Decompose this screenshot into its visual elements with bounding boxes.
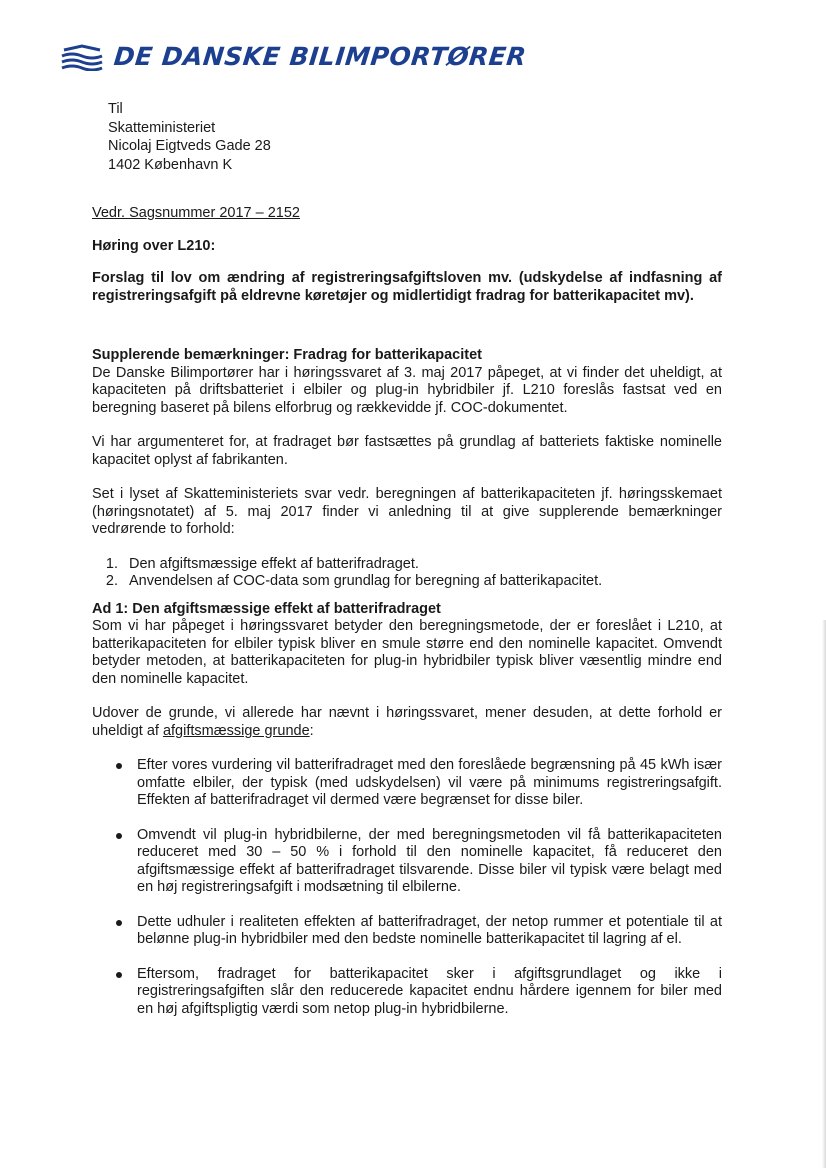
underlined-phrase: afgiftsmæssige grunde xyxy=(162,722,310,739)
supplement-heading: Supplerende bemærkninger: Fradrag for batterikapacitet xyxy=(92,347,482,363)
list-item xyxy=(92,914,722,949)
list-item: 1. Den afgiftsmæssige effekt af batterifradraget. xyxy=(122,556,722,574)
paragraph-text: Udover de grunde, vi allerede har nævnt i høringssvaret, mener desuden, at dette forhold er uheldigt af xyxy=(92,705,722,739)
paragraph-text: : xyxy=(309,722,314,739)
bullet-icon xyxy=(116,920,122,926)
list-item xyxy=(92,757,722,810)
paragraph xyxy=(92,705,722,740)
bullet-text: Dette udhuler i realiteten effekten af batterifradraget, der netop rummer et potentiale til at belønne plug-in hybridbiler med den bedste nominelle batterikapacitet til lagring af el. xyxy=(137,913,722,947)
letter-body xyxy=(92,205,722,1035)
waves-logo-icon xyxy=(60,43,104,71)
topics-list xyxy=(92,556,722,591)
bullet-text: Eftersom, fradraget for batterikapacitet sker i afgiftsgrundlaget og ikke i registreringsafgiften slår den reducerede kapacitet endnu hårdere igennem for biler med en høj afgiftspligtig værdi som netop plug-in hybridbilerne. xyxy=(137,965,722,1017)
paragraph: Vi har argumenteret for, at fradraget bør fastsættes på grundlag af batteriets faktiske nominelle kapacitet oplyst af fabrikanten. xyxy=(92,434,722,468)
address-line: Nicolaj Eigtveds Gade 28 xyxy=(108,138,271,154)
ad1-heading: Ad 1: Den afgiftsmæssige effekt af batterifradraget xyxy=(92,600,441,617)
bullet-text: Omvendt vil plug-in hybridbilerne, der med beregningsmetoden vil få batterikapaciteten reduceret med 30 – 50 % i forhold til den nominelle kapacitet, få reduceret den afgiftsmæssige effekt af batterifradraget tilsvarende. Disse biler vil typisk være belagt med en høj registreringsafgift i modsætning til elbilerne. xyxy=(137,826,722,895)
address-line: 1402 København K xyxy=(108,156,233,173)
paragraph: Set i lyset af Skatteministeriets svar vedr. beregningen af batterikapaciteten jf. høringsskemaet (høringsnotatet) af 5. maj 2017 finder vi anledning til at give supplerende bemærkninger vedrørende to forhold: xyxy=(92,486,722,537)
paragraph: Som vi har påpeget i høringssvaret betyder den beregningsmetode, der er foreslået i L210, at batterikapaciteten for elbiler typisk bliver en smule større end den nominelle kapacitet. Omvendt betyder metoden, at batterikapaciteten for plug-in hybridbiler typisk bliver væsentlig mindre end den nominelle kapacitet. xyxy=(92,618,722,687)
bullet-list xyxy=(92,757,722,1018)
hearing-title: Høring over L210: xyxy=(92,237,216,254)
logo-text: DE DANSKE BILIMPORTØRER xyxy=(112,42,528,71)
bullet-icon xyxy=(116,763,122,769)
letterhead-logo xyxy=(60,42,526,71)
bullet-text: Efter vores vurdering vil batterifradraget med den foreslåede begrænsning på 45 kWh især omfatte elbiler, der typisk (med udskydelsen) vil være på minimums registreringsafgift. Effekten af batterifradraget vil dermed være begrænset for disse biler. xyxy=(137,757,722,808)
address-line: Til xyxy=(108,101,123,117)
case-reference: Vedr. Sagsnummer 2017 – 2152 xyxy=(92,205,300,221)
proposal-title: Forslag til lov om ændring af registreringsafgiftsloven mv. (udskydelse af indfasning af registreringsafgift på eldrevne køretøjer og midlertidigt fradrag for batterikapacitet mv). xyxy=(92,270,722,304)
address-line: Skatteministeriet xyxy=(108,119,216,136)
recipient-address xyxy=(108,100,271,174)
list-item xyxy=(92,827,722,897)
list-item: 2. Anvendelsen af COC-data som grundlag for beregning af batterikapacitet. xyxy=(122,573,722,591)
scan-edge-shadow xyxy=(822,620,826,1168)
bullet-icon xyxy=(116,833,122,839)
list-item xyxy=(92,966,722,1019)
paragraph: De Danske Bilimportører har i høringssvaret af 3. maj 2017 påpeget, at vi finder det uheldigt, at kapaciteten på driftsbatteriet i elbiler og plug-in hybridbiler jf. L210 foreslås fastsat ved en beregning baseret på bilens elforbrug og rækkevidde jf. COC-dokumentet. xyxy=(92,364,722,416)
bullet-icon xyxy=(116,972,122,978)
